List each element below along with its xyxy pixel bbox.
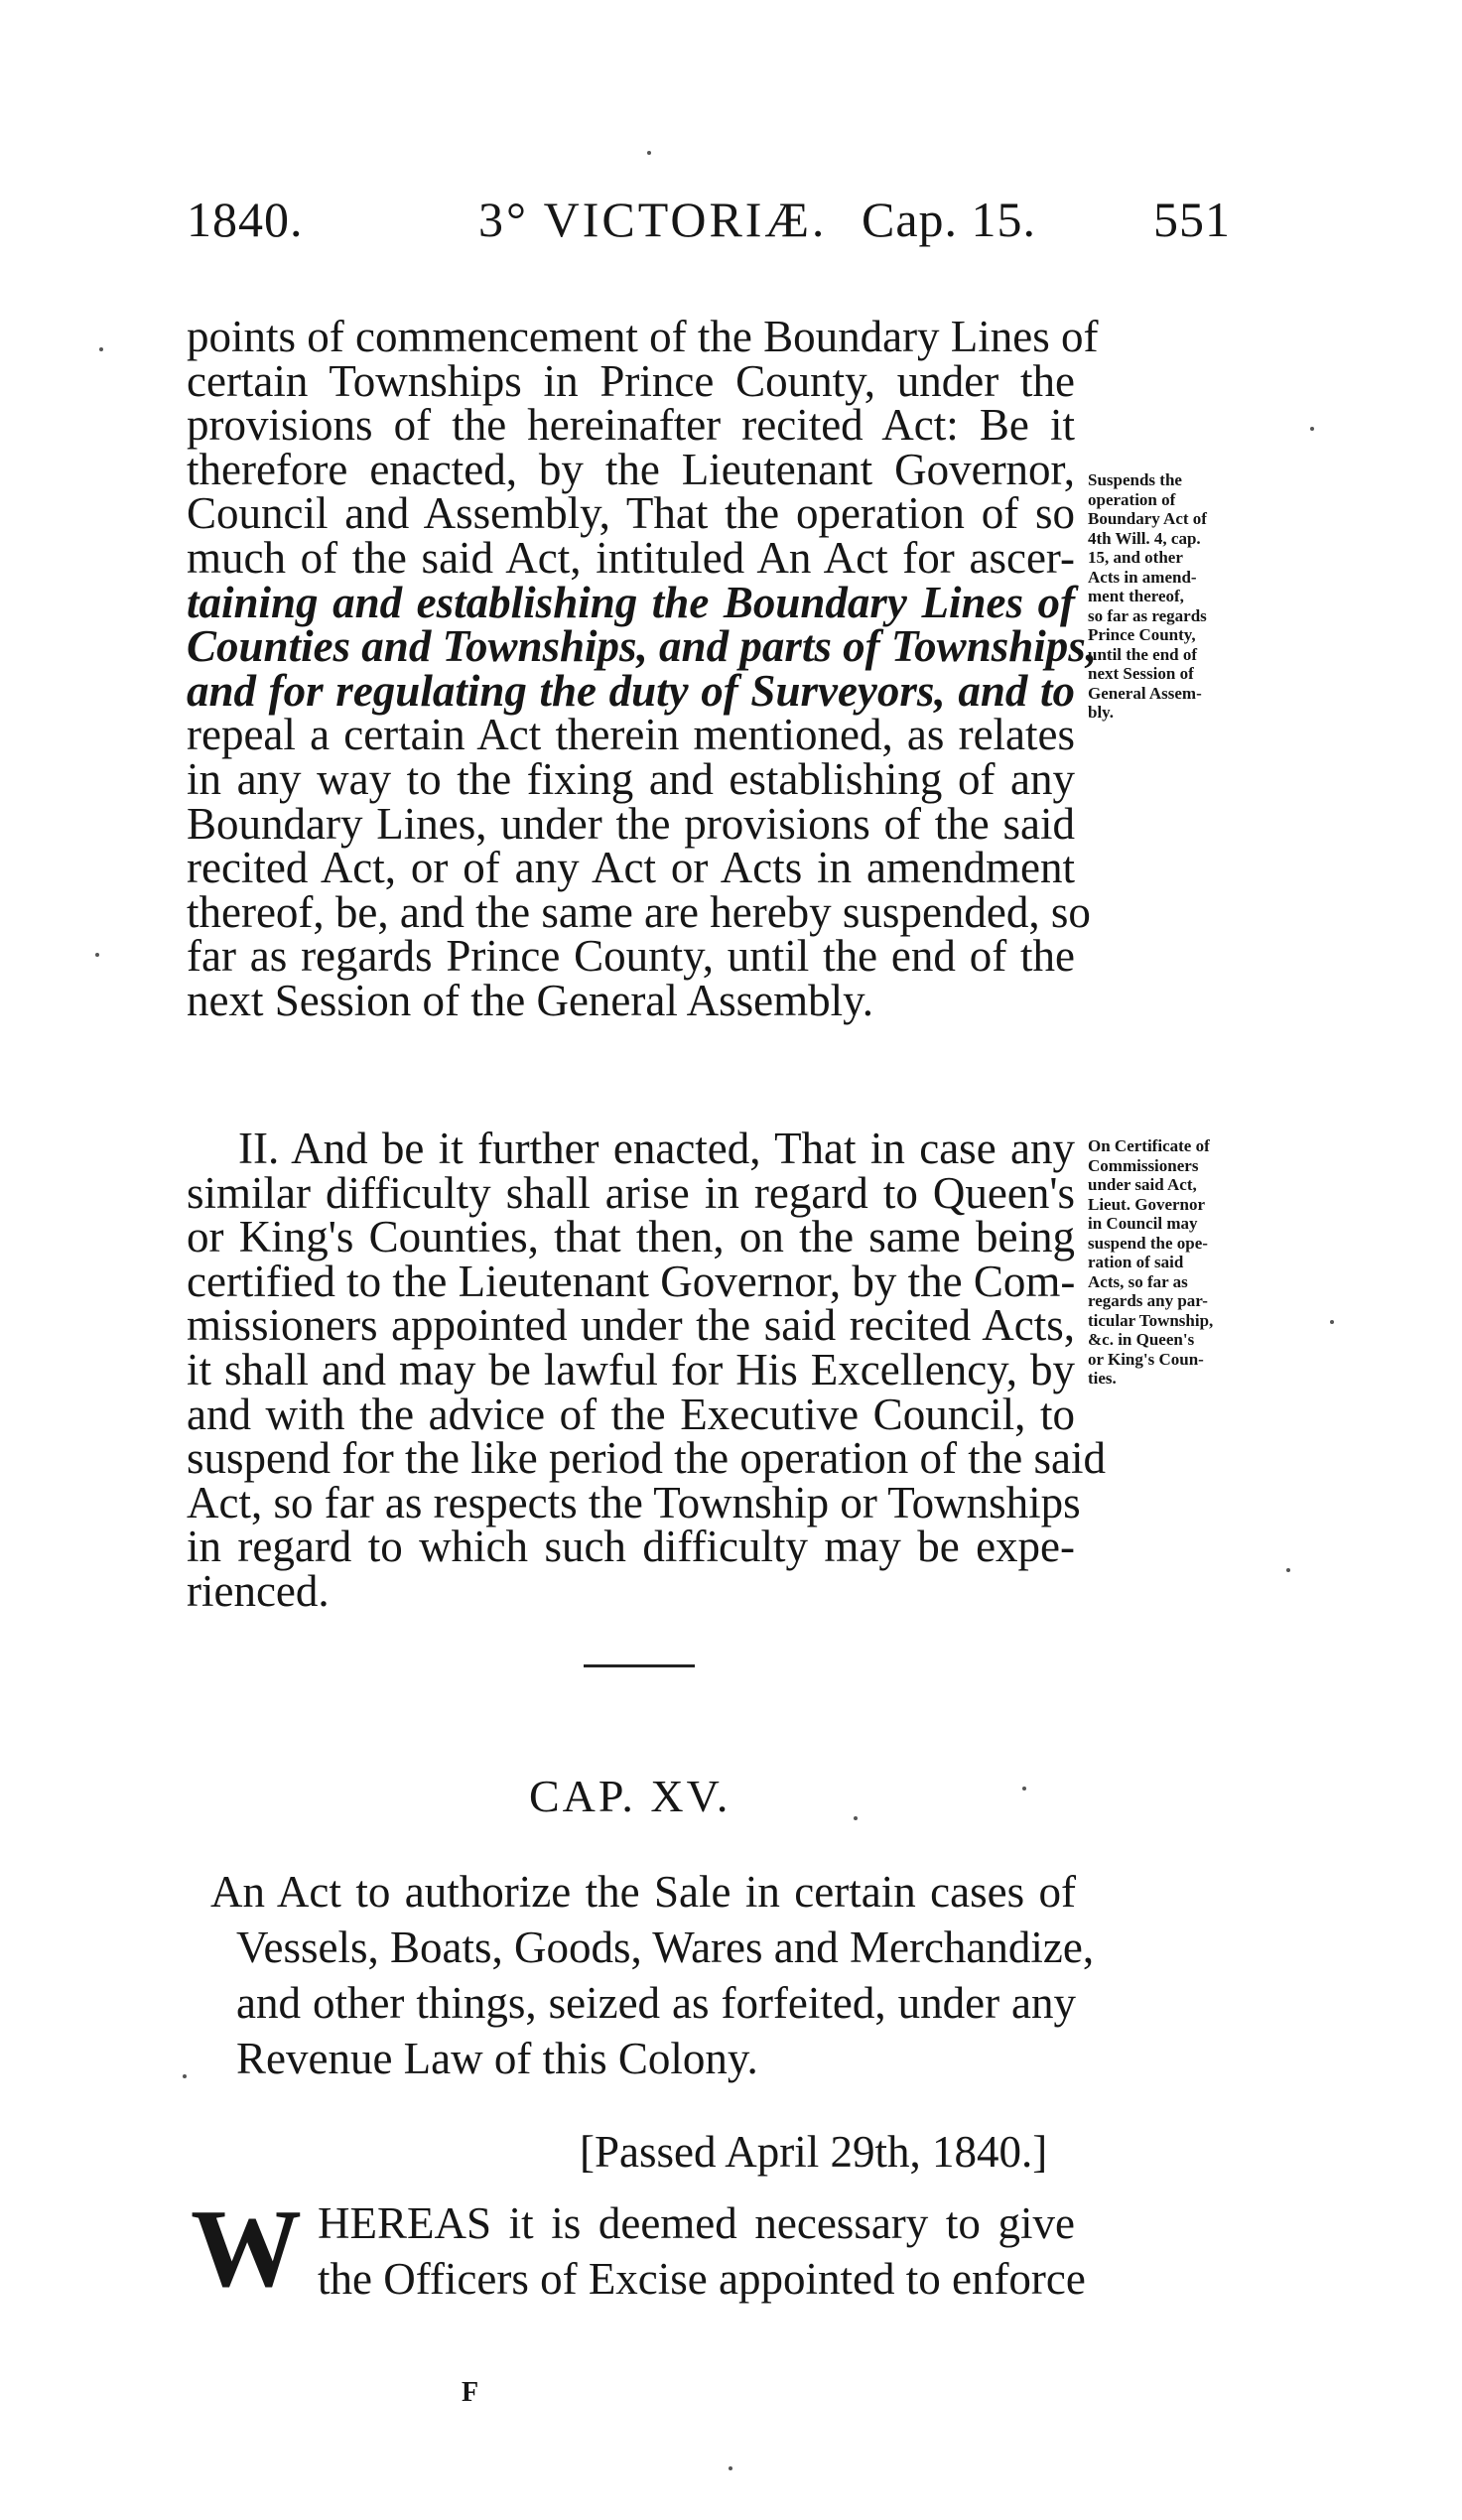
margin-note-line: Boundary Act of (1088, 509, 1207, 528)
header-title: 3° VICTORIÆ. (478, 192, 828, 247)
margin-note-line: operation of (1088, 489, 1176, 509)
act-title-line: An Act to authorize the Sale in certain cases of (210, 1867, 1076, 1917)
text-line: certain Townships in Prince County, under the (187, 355, 1075, 406)
text-line: suspend for the like period the operation of the said (187, 1433, 1106, 1484)
text-line: and for regulating the duty of Surveyors, and to (187, 665, 1075, 716)
margin-note-line: Commissioners (1088, 1155, 1199, 1175)
margin-note-line: On Certificate of (1088, 1136, 1210, 1155)
text-line: II. And be it further enacted, That in case any (238, 1124, 1075, 1173)
margin-note-line: ties. (1088, 1369, 1117, 1388)
margin-note-suspends (1088, 470, 1276, 723)
text-line: it shall and may be lawful for His Excellency, by (187, 1344, 1075, 1394)
margin-note-line: ment thereof, (1088, 587, 1184, 605)
margin-note-line: Lieut. Governor (1088, 1194, 1206, 1214)
paragraph-suspension (187, 312, 1099, 1025)
act-title-line: and other things, seized as forfeited, under any (236, 1978, 1076, 2028)
scan-speck (183, 2074, 187, 2078)
text-line: in regard to which such difficulty may be expe- (187, 1522, 1075, 1572)
header-year: 1840. (187, 192, 304, 247)
margin-note-line: in Council may (1088, 1214, 1198, 1233)
margin-note-line: 15, and other (1088, 548, 1183, 567)
text-line: in any way to the fixing and establishing of any (187, 753, 1075, 804)
text-line: Boundary Lines, under the provisions of the said (187, 798, 1075, 849)
margin-note-line: bly. (1088, 703, 1114, 722)
text-line: recited Act, or of any Act or Acts in amendment (187, 843, 1075, 893)
text-line: the Officers of Excise appointed to enforce (318, 2254, 1086, 2304)
page-number: 551 (1153, 192, 1231, 247)
margin-note-line: &c. in Queen's (1088, 1330, 1195, 1349)
margin-note-line: next Session of (1088, 664, 1194, 683)
act-title-line: Revenue Law of this Colony. (236, 2034, 758, 2083)
text-line: points of commencement of the Boundary Lines of (187, 312, 1099, 361)
scan-speck (729, 2466, 732, 2470)
scan-speck (95, 953, 99, 957)
chapter-heading: CAP. XV. (529, 1771, 731, 1821)
text-line: Counties and Townships, and parts of Townships, (187, 621, 1098, 672)
margin-note-line: so far as regards (1088, 605, 1207, 625)
text-line: far as regards Prince County, until the end of the (187, 931, 1075, 982)
text-line: rienced. (187, 1565, 330, 1616)
passed-date: [Passed April 29th, 1840.] (580, 2127, 1048, 2177)
margin-note-line: ticular Township, (1088, 1310, 1214, 1330)
scan-speck (854, 1816, 858, 1820)
whereas-preamble (187, 2188, 1086, 2311)
scan-speck (1330, 1320, 1334, 1324)
scan-speck (1022, 1787, 1026, 1791)
scan-speck (647, 151, 651, 155)
margin-note-line: Suspends the (1088, 470, 1182, 489)
text-line: certified to the Lieutenant Governor, by the Com- (187, 1256, 1076, 1306)
margin-note-line: or King's Coun- (1088, 1349, 1204, 1369)
margin-note-line: regards any par- (1088, 1291, 1208, 1310)
margin-note-line: suspend the ope- (1088, 1233, 1208, 1253)
text-line: provisions of the hereinafter recited Act: Be it (187, 400, 1075, 451)
text-line: much of the said Act, intituled An Act for ascer- (187, 532, 1075, 583)
drop-cap: W (191, 2188, 298, 2311)
margin-note-line: General Assem- (1088, 683, 1202, 703)
text-line: repeal a certain Act therein mentioned, as relates (187, 710, 1075, 760)
margin-note-certificate (1088, 1136, 1276, 1389)
text-line: taining and establishing the Boundary Lines of (187, 577, 1075, 627)
act-title-line: Vessels, Boats, Goods, Wares and Merchandize, (236, 1923, 1095, 1972)
scan-speck (1286, 1568, 1290, 1572)
margin-note-line: Acts, so far as (1088, 1271, 1188, 1291)
margin-note-line: under said Act, (1088, 1175, 1197, 1194)
text-line: Council and Assembly, That the operation of so (187, 488, 1075, 539)
text-line: HEREAS it is deemed necessary to give (318, 2198, 1075, 2248)
margin-note-line: ration of said (1088, 1253, 1184, 1271)
text-line: next Session of the General Assembly. (187, 975, 873, 1025)
text-line: thereof, be, and the same are hereby suspended, so (187, 886, 1091, 937)
header-chapter: Cap. 15. (862, 192, 1037, 247)
margin-note-line: Prince County, (1088, 625, 1196, 644)
margin-note-line: Acts in amend- (1088, 567, 1197, 587)
text-line: therefore enacted, by the Lieutenant Governor, (187, 444, 1075, 494)
text-line: Act, so far as respects the Township or Townships (187, 1477, 1081, 1527)
text-line: missioners appointed under the said recited Acts, (187, 1300, 1075, 1351)
text-line: similar difficulty shall arise in regard to Queen's (187, 1167, 1075, 1218)
scan-speck (99, 347, 103, 351)
margin-note-line: until the end of (1088, 644, 1198, 664)
scan-speck (1310, 427, 1314, 431)
margin-note-line: 4th Will. 4, cap. (1088, 528, 1201, 548)
text-line: and with the advice of the Executive Council, to (187, 1389, 1075, 1439)
signature-mark: F (462, 2377, 479, 2408)
paragraph-certificate (187, 1124, 1106, 1616)
act-title (210, 1864, 1095, 2086)
text-line: or King's Counties, that then, on the same being (187, 1212, 1075, 1262)
section-divider (584, 1664, 695, 1667)
